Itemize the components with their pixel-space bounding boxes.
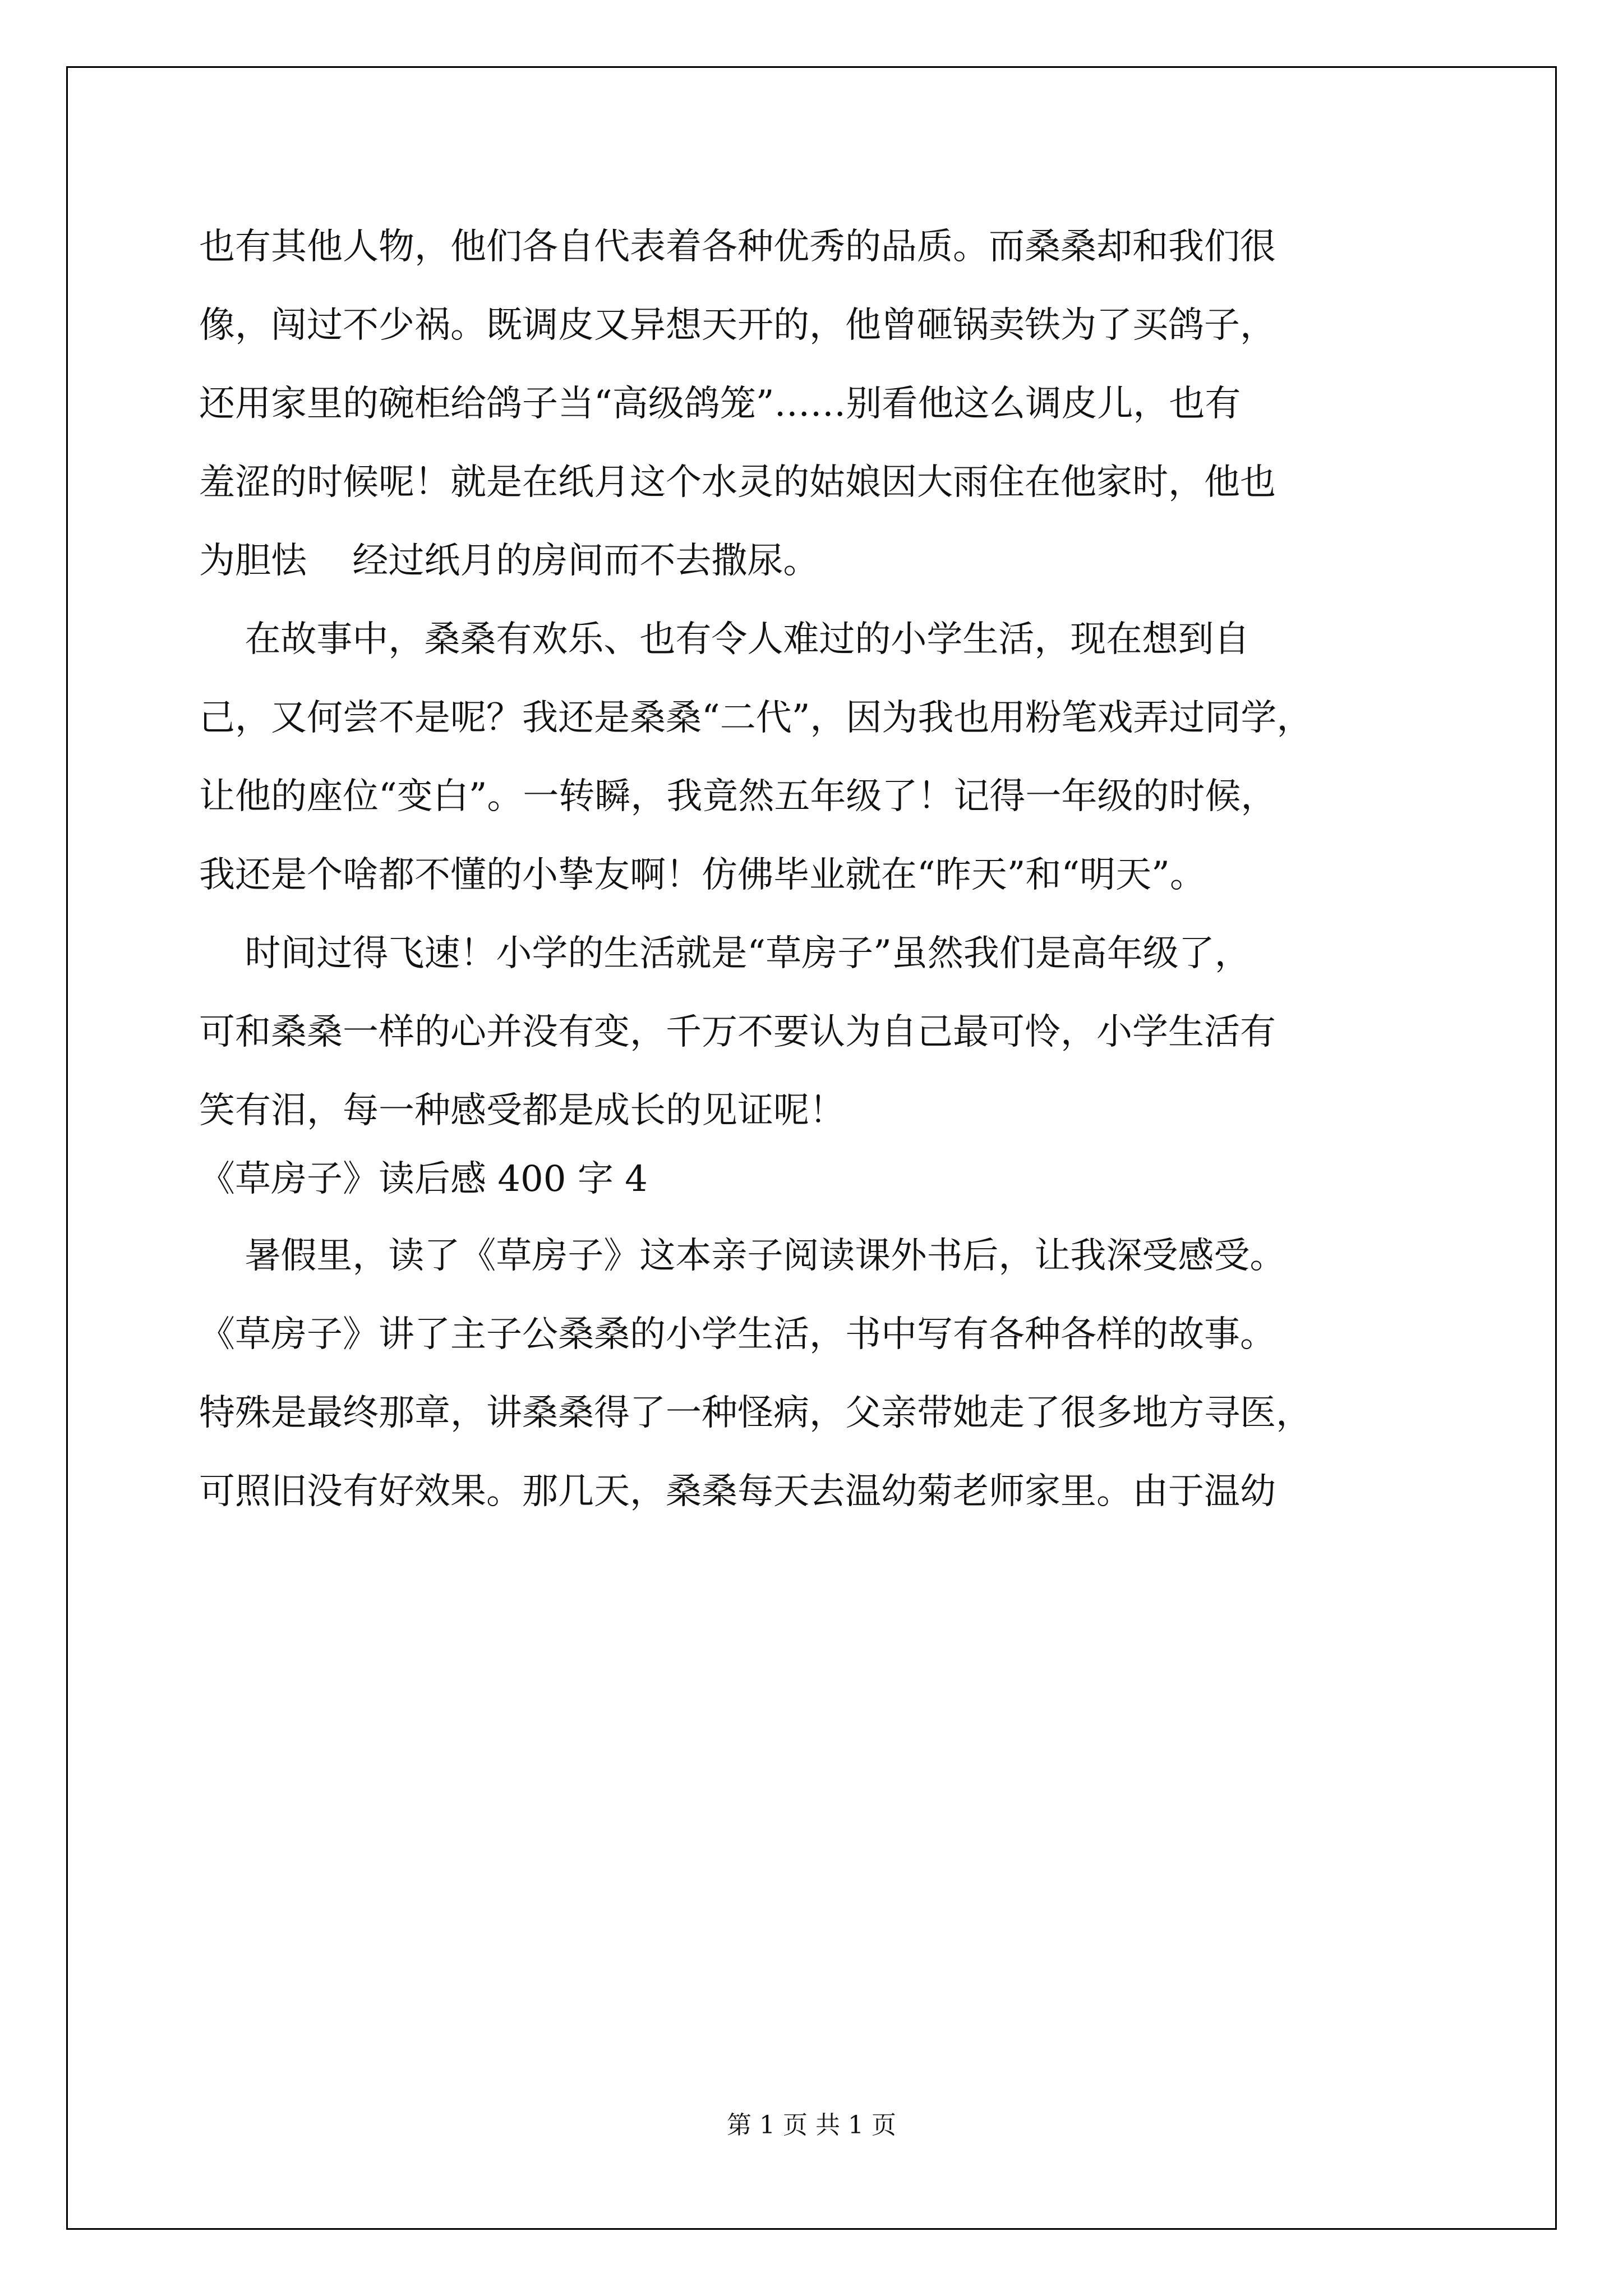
text-line: 可和桑桑一样的心并没有变，千万不要认为自己最可怜，小学生活有 (199, 1011, 1276, 1053)
text-line: 让他的座位“变白”。一转瞬，我竟然五年级了！记得一年级的时候， (199, 776, 1277, 817)
text-line: 像，闯过不少祸。既调皮又异想天开的，他曾砸锅卖铁为了买鸽子， (199, 305, 1276, 346)
text-line: 可照旧没有好效果。那几天，桑桑每天去温幼菊老师家里。由于温幼 (199, 1471, 1276, 1512)
text-line: 《草房子》讲了主子公桑桑的小学生活，书中写有各种各样的故事。 (199, 1314, 1276, 1355)
text-line: 特殊是最终那章，讲桑桑得了一种怪病，父亲带她走了很多地方寻医， (199, 1392, 1312, 1434)
text-line: 己，又何尝不是呢？我还是桑桑“二代”，因为我也用粉笔戏弄过同学， (199, 697, 1313, 739)
text-line: 羞涩的时候呢！就是在纸月这个水灵的姑娘因大雨住在他家时，他也 (199, 462, 1276, 503)
text-line: 还用家里的碗柜给鸽子当“高级鸽笼”……别看他这么调皮儿，也有 (199, 383, 1241, 425)
text-line: 我还是个啥都不懂的小挚友啊！仿佛毕业就在“昨天”和“明天”。 (199, 854, 1206, 896)
text-line: 暑假里，读了《草房子》这本亲子阅读课外书后，让我深受感受。 (199, 1235, 1286, 1277)
section-heading: 《草房子》读后感 400 字 4 (199, 1158, 648, 1200)
text-line: 笑有泪，每一种感受都是成长的见证呢！ (199, 1090, 845, 1131)
text-line: 也有其他人物，他们各自代表着各种优秀的品质。而桑桑却和我们很 (199, 226, 1276, 268)
text-line: 时间过得飞速！小学的生活就是“草房子”虽然我们是高年级了， (199, 933, 1251, 974)
text-line: 在故事中，桑桑有欢乐、也有令人难过的小学生活，现在想到自 (199, 619, 1250, 660)
text-line: 为胆怯 经过纸月的房间而不去撒尿。 (199, 540, 819, 582)
page-footer: 第 1 页 共 1 页 (727, 2111, 896, 2139)
